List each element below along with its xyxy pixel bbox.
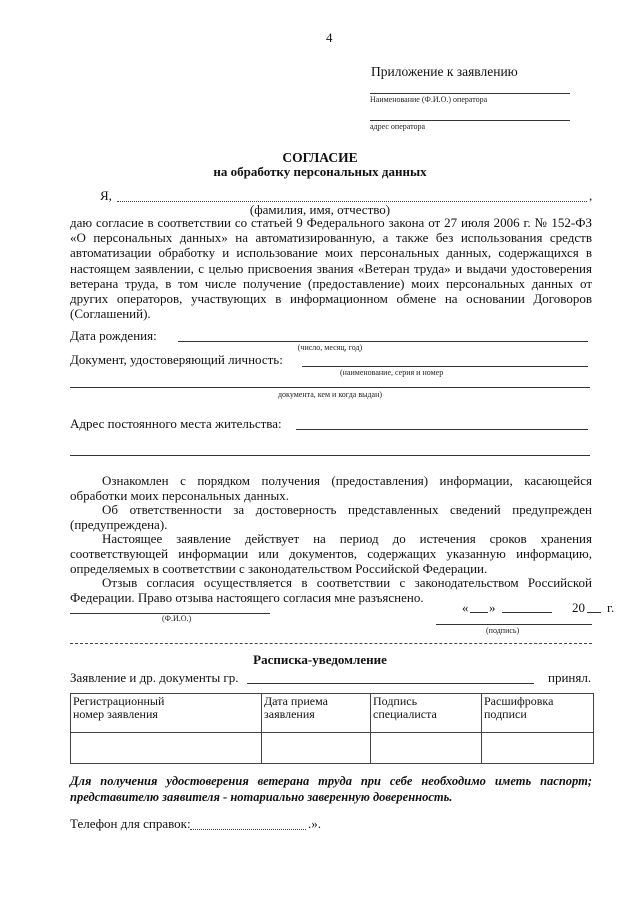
appendix-heading: Приложение к заявлению <box>371 64 518 79</box>
address-field-2[interactable] <box>70 455 590 456</box>
signature-field[interactable] <box>436 624 592 625</box>
fio-comma: , <box>589 188 593 203</box>
consent-line: других операторов, участвующих в информационном обмене на основании Договоров <box>70 291 592 307</box>
consent-line: настоящем заявлении, с целью присвоения звания «Ветеран труда» и выдачи удостоверения <box>70 260 592 276</box>
operator-name-line <box>370 93 570 94</box>
operator-name-caption: Наименование (Ф.И.О.) оператора <box>370 95 488 104</box>
header-decode: Расшифровка подписи <box>482 694 594 733</box>
header-date: Дата приема заявления <box>262 694 371 733</box>
cell-decode[interactable] <box>482 733 594 764</box>
ya-label: Я, <box>100 188 112 203</box>
document-subtitle: на обработку персональных данных <box>213 164 427 179</box>
document-label: Документ, удостоверяющий личность: <box>70 352 283 367</box>
table-header-row <box>71 694 594 733</box>
document-issued-caption: документа, кем и когда выдан) <box>277 390 383 399</box>
date-quote-open: « <box>462 600 469 615</box>
cell-date[interactable] <box>262 733 371 764</box>
registration-table <box>70 693 594 764</box>
consent-line: (Соглашений). <box>70 306 151 322</box>
consent-text <box>70 215 592 321</box>
consent-line: «О персональных данных» на автоматизированную, а также без использования средств <box>70 230 592 246</box>
date-year-prefix: 20 <box>572 600 585 615</box>
consent-line: ветерана труда, в том числе получение (предоставление) моих персональных данных от <box>70 275 592 291</box>
footer-note: Для получения удостоверения ветерана труда при себе необходимо иметь паспорт; представителю заявителя - нотариально заверенную доверенность. <box>70 774 592 804</box>
birth-date-label: Дата рождения: <box>70 328 157 343</box>
birth-date-field[interactable] <box>178 341 588 342</box>
signature-caption: (подпись) <box>486 626 520 635</box>
date-quote-close: » <box>489 600 496 615</box>
receipt-statement-label: Заявление и др. документы гр. <box>70 670 239 685</box>
header-reg-number: Регистрационный номер заявления <box>71 694 262 733</box>
header-signature: Подпись специалиста <box>371 694 482 733</box>
address-label: Адрес постоянного места жительства: <box>70 416 282 431</box>
consent-line: даю согласие в соответствии со статьей 9 Федерального закона от 27 июля 2006 г. № 152-ФЗ <box>70 215 592 230</box>
validity-paragraph: Настоящее заявление действует на период до истечения сроков хранения соответствующей информации или документов, содержащих указанную информацию, определяемых в соответствии с законодательством Российской Федерации. <box>70 531 592 577</box>
date-month-field[interactable] <box>502 612 552 613</box>
consent-line: автоматизации обработку и использование моих персональных данных, содержащихся в <box>70 245 592 261</box>
fio-caption: (фамилия, имя, отчество) <box>249 202 391 217</box>
receipt-accepted: принял. <box>548 670 592 685</box>
receipt-applicant-field[interactable] <box>247 683 534 684</box>
document-title: СОГЛАСИЕ <box>282 150 358 165</box>
phone-label: Телефон для справок: <box>70 816 191 831</box>
responsibility-paragraph: Об ответственности за достоверность представленных сведений предупрежден (предупреждена). <box>70 502 592 533</box>
revocation-paragraph: Отзыв согласия осуществляется в соответствии с законодательством Российской Федерации. Право отзыва настоящего согласия мне разъяснено. <box>70 575 592 606</box>
operator-address-line <box>370 120 570 121</box>
address-field[interactable] <box>296 429 588 430</box>
acknowledgement-paragraph: Ознакомлен с порядком получения (предоставления) информации, касающейся обработки моих персональных данных. <box>70 473 592 504</box>
cut-line <box>70 643 592 644</box>
operator-address-caption: адрес оператора <box>370 122 426 131</box>
birth-date-caption: (число, месяц, год) <box>297 343 363 352</box>
phone-field[interactable] <box>190 829 306 830</box>
date-year-field[interactable] <box>587 612 601 613</box>
receipt-title: Расписка-уведомление <box>253 652 387 667</box>
document-field[interactable] <box>302 366 588 367</box>
date-day-field[interactable] <box>470 612 488 613</box>
date-year-suffix: г. <box>607 600 615 615</box>
table-row <box>71 733 594 764</box>
cell-signature[interactable] <box>371 733 482 764</box>
document-caption: (наименование, серия и номер <box>340 368 444 377</box>
page-number: 4 <box>326 30 333 45</box>
phone-suffix: .». <box>308 816 321 831</box>
document-issued-field[interactable] <box>70 387 590 388</box>
signer-fio-caption: (Ф.И.О.) <box>162 614 192 623</box>
cell-reg-number[interactable] <box>71 733 262 764</box>
